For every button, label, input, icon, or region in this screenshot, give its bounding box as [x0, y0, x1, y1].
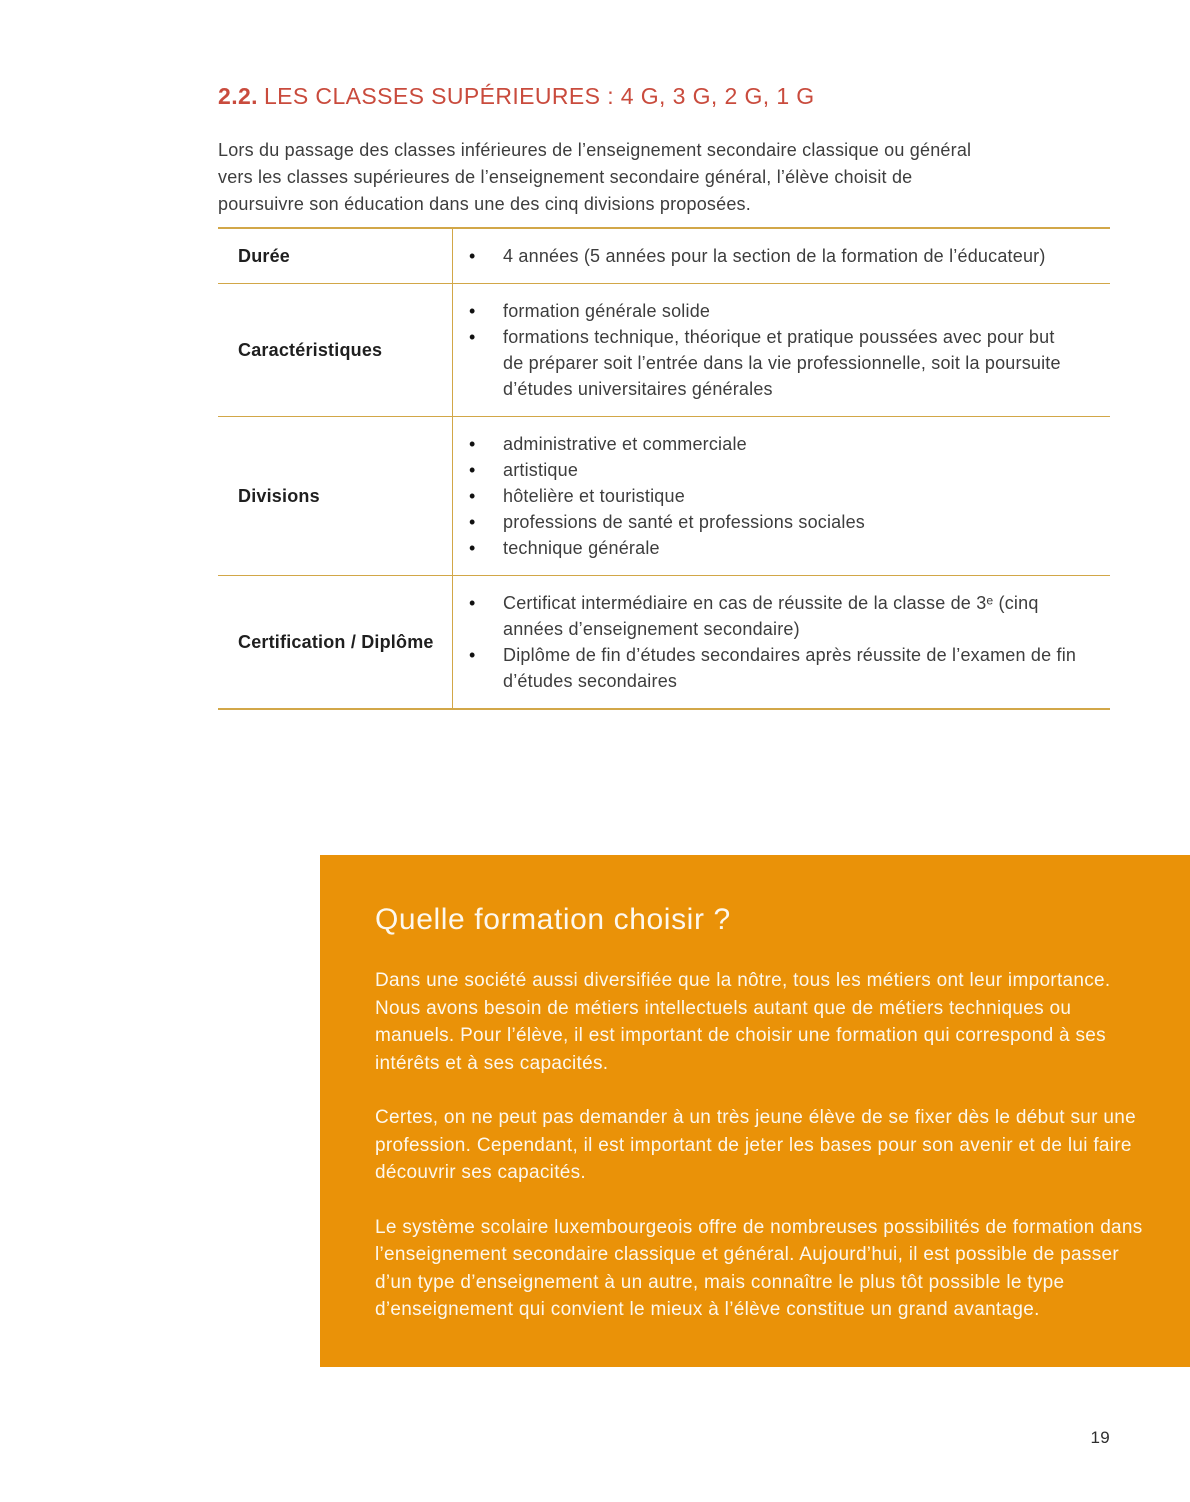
section-heading	[218, 82, 815, 110]
page-number: 19	[1090, 1428, 1110, 1447]
callout-paragraph: Dans une société aussi diversifiée que la nôtre, tous les métiers ont leur importance. Nous avons besoin de métiers intellectuels autant que de métiers techniques ou manuels. Pour l’élève, il est important de choisir une formation qui correspond à ses intérêts et à ses capacités.	[375, 970, 1111, 1074]
section-title-text: LES CLASSES SUPÉRIEURES : 4 G, 3 G, 2 G, 1 G	[263, 83, 815, 109]
row-items	[452, 576, 1110, 708]
table-row	[218, 229, 1110, 283]
table-row	[218, 575, 1110, 708]
bullet-item-text: technique générale	[503, 538, 660, 558]
bullet-item-text: hôtelière et touristique	[503, 486, 685, 506]
info-table	[218, 227, 1110, 710]
row-items	[452, 284, 1110, 416]
bullet-item-text: administrative et commerciale	[503, 434, 747, 454]
bullet-item-text: Certificat intermédiaire en cas de réussite de la classe de 3ᵉ (cinq années d’enseignement secondaire)	[503, 593, 1039, 639]
bullet-icon: •	[469, 434, 476, 454]
bullet-item-text: professions de santé et professions sociales	[503, 512, 865, 532]
bullet-icon: •	[469, 593, 476, 613]
bullet-item	[465, 642, 1078, 694]
table-row	[218, 416, 1110, 575]
bullet-item	[465, 298, 1078, 324]
callout-paragraph: Certes, on ne peut pas demander à un très jeune élève de se fixer dès le début sur une profession. Cependant, il est important de jeter les bases pour son avenir et de lui faire découvrir ses capacités.	[375, 1107, 1136, 1183]
section-number: 2.2.	[218, 83, 258, 109]
bullet-item-text: formation générale solide	[503, 301, 711, 321]
bullet-item	[465, 590, 1078, 642]
bullet-icon: •	[469, 645, 476, 665]
row-label: Divisions	[238, 485, 320, 506]
callout-body	[375, 967, 1143, 1324]
row-items	[452, 229, 1110, 283]
table-row	[218, 283, 1110, 416]
bullet-icon: •	[469, 327, 476, 347]
bullet-icon: •	[469, 486, 476, 506]
callout-title: Quelle formation choisir ?	[375, 903, 731, 936]
bullet-icon: •	[469, 538, 476, 558]
bullet-icon: •	[469, 301, 476, 321]
bullet-item	[465, 324, 1078, 402]
row-label: Certification / Diplôme	[238, 631, 434, 652]
bullet-icon: •	[469, 460, 476, 480]
intro-paragraph: Lors du passage des classes inférieures de l’enseignement secondaire classique ou général vers les classes supérieures de l’enseignement secondaire général, l’élève choisit de poursuivre son éducation dans une des cinq divisions proposées.	[218, 140, 972, 214]
row-label: Caractéristiques	[238, 339, 383, 360]
bullet-item	[465, 457, 1078, 483]
bullet-item-text: artistique	[503, 460, 579, 480]
callout-box	[320, 855, 1190, 1367]
bullet-icon: •	[469, 246, 476, 266]
bullet-item	[465, 509, 1078, 535]
row-label: Durée	[238, 245, 291, 266]
callout-paragraph: Le système scolaire luxembourgeois offre de nombreuses possibilités de formation dans l’enseignement secondaire classique et général. Aujourd’hui, il est possible de passer d’un type d’enseignement à un autre, mais connaître le plus tôt possible le type d’enseignement qui convient le mieux à l’élève constitue un grand avantage.	[375, 1216, 1143, 1320]
bullet-item	[465, 243, 1078, 269]
bullet-item-text: Diplôme de fin d’études secondaires après réussite de l’examen de fin d’études secondaires	[503, 645, 1077, 691]
bullet-item-text: 4 années (5 années pour la section de la formation de l’éducateur)	[503, 246, 1046, 266]
bullet-icon: •	[469, 512, 476, 532]
bullet-item-text: formations technique, théorique et pratique poussées avec pour but de préparer soit l’entrée dans la vie professionnelle, soit la poursuite d’études universitaires générales	[503, 327, 1061, 399]
row-items	[452, 417, 1110, 575]
bullet-item	[465, 483, 1078, 509]
bullet-item	[465, 535, 1078, 561]
bullet-item	[465, 431, 1078, 457]
